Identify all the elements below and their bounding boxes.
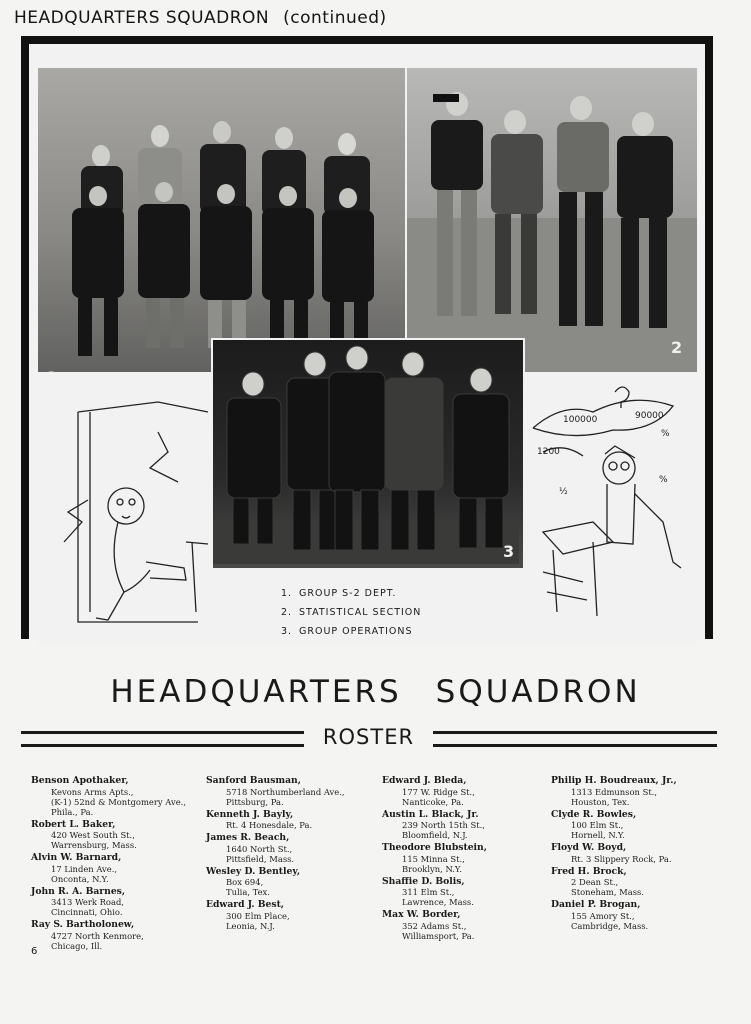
cartoon-statistician — [523, 372, 697, 644]
roster-entry: Edward J. Bleda, 177 W. Ridge St., Nanticoke, Pa. — [382, 775, 475, 807]
roster-divider-right — [433, 731, 717, 747]
continued-header-title: HEADQUARTERS SQUADRON — [14, 8, 270, 28]
roster-entry: Austin L. Black, Jr. 239 North 15th St., Bloomfield, N.J. — [382, 808, 485, 841]
roster-entry: John R. A. Barnes, 3413 Werk Road, Cincinnati, Ohio. — [31, 885, 126, 918]
roster-entry: Ray S. Bartholonew, 4727 North Kenmore, Chicago, Ill. — [31, 919, 144, 951]
cartoon-broken-wall — [38, 372, 212, 644]
group-operations-figures — [213, 340, 519, 564]
cartoon-fraction: ½ — [559, 487, 568, 497]
roster-entry: Wesley D. Bentley, Box 694, Tulia, Tex. — [206, 865, 301, 898]
roster-entry: Alvin W. Barnard, 17 Linden Ave., Onconta, N.Y. — [31, 852, 122, 884]
photo-frame — [21, 36, 713, 639]
roster-entry: Daniel P. Brogan, 155 Amory St., Cambridge, Mass. — [551, 899, 649, 931]
caption-item: 2. STATISTICAL SECTION — [281, 607, 422, 618]
photo-group-operations — [211, 338, 525, 570]
photo-number-2: 2 — [671, 338, 683, 357]
roster-column-4 — [551, 776, 721, 934]
photo-caption-list — [211, 570, 521, 644]
cartoon-percent-1: % — [661, 429, 670, 439]
roster-entry: James R. Beach, 1640 North St., Pittsfield, Mass. — [206, 832, 295, 864]
roster-column-2 — [206, 776, 376, 934]
photo-number-3: 3 — [503, 542, 515, 561]
cartoon-percent-2: % — [659, 475, 668, 485]
roster-entry: Fred H. Brock, 2 Dean St., Stoneham, Mass. — [551, 865, 644, 898]
roster-entry: Kenneth J. Bayly, Rt. 4 Honesdale, Pa. — [206, 808, 313, 831]
main-title-word-2: SQUADRON — [435, 674, 641, 710]
continued-header — [14, 8, 387, 28]
roster-column-1 — [31, 776, 201, 954]
caption-item: 3. GROUP OPERATIONS — [281, 626, 413, 637]
page-number: 6 — [31, 946, 38, 957]
roster-divider-left — [21, 731, 304, 747]
cartoon-number-1200: 1200 — [537, 447, 560, 457]
cartoon-statistician-drawing — [523, 372, 697, 644]
main-title — [0, 674, 751, 710]
roster-column-3 — [382, 776, 552, 944]
cartoon-number-90000: 90000 — [635, 411, 664, 421]
roster-entry: Theodore Blubstein, 115 Minna St., Brooklyn, N.Y. — [382, 842, 487, 874]
main-title-word-1: HEADQUARTERS — [110, 674, 402, 710]
photo-frame-inner — [29, 44, 705, 639]
roster-title: ROSTER — [322, 725, 415, 749]
roster-entry: Floyd W. Boyd, Rt. 3 Slippery Rock, Pa. — [551, 842, 672, 864]
roster-entry: Edward J. Best, 300 Elm Place, Leonia, N.J. — [206, 899, 290, 931]
caption-item: 1. GROUP S-2 DEPT. — [281, 588, 397, 599]
roster-entry: Shaffie D. Bolis, 311 Elm St., Lawrence, Mass. — [382, 875, 474, 908]
roster-entry: Philip H. Boudreaux, Jr., 1313 Edmunson St., Houston, Tex. — [551, 775, 677, 807]
roster-entry: Robert L. Baker, 420 West South St., Warrensburg, Mass. — [31, 818, 137, 851]
cartoon-broken-wall-drawing — [38, 372, 212, 644]
roster-entry: Clyde R. Bowles, 100 Elm St., Hornell, N.Y. — [551, 808, 637, 841]
cartoon-number-100000: 100000 — [563, 415, 598, 425]
continued-header-suffix: (continued) — [283, 8, 387, 28]
roster-entry: Max W. Border, 352 Adams St., Williamsport, Pa. — [382, 909, 475, 941]
roster-entry: Sanford Bausman, 5718 Northumberland Ave., Pittsburg, Pa. — [206, 775, 345, 807]
roster-entry: Benson Apothaker, Kevons Arms Apts., (K-1) 52nd & Montgomery Ave., Phila., Pa. — [31, 775, 186, 817]
